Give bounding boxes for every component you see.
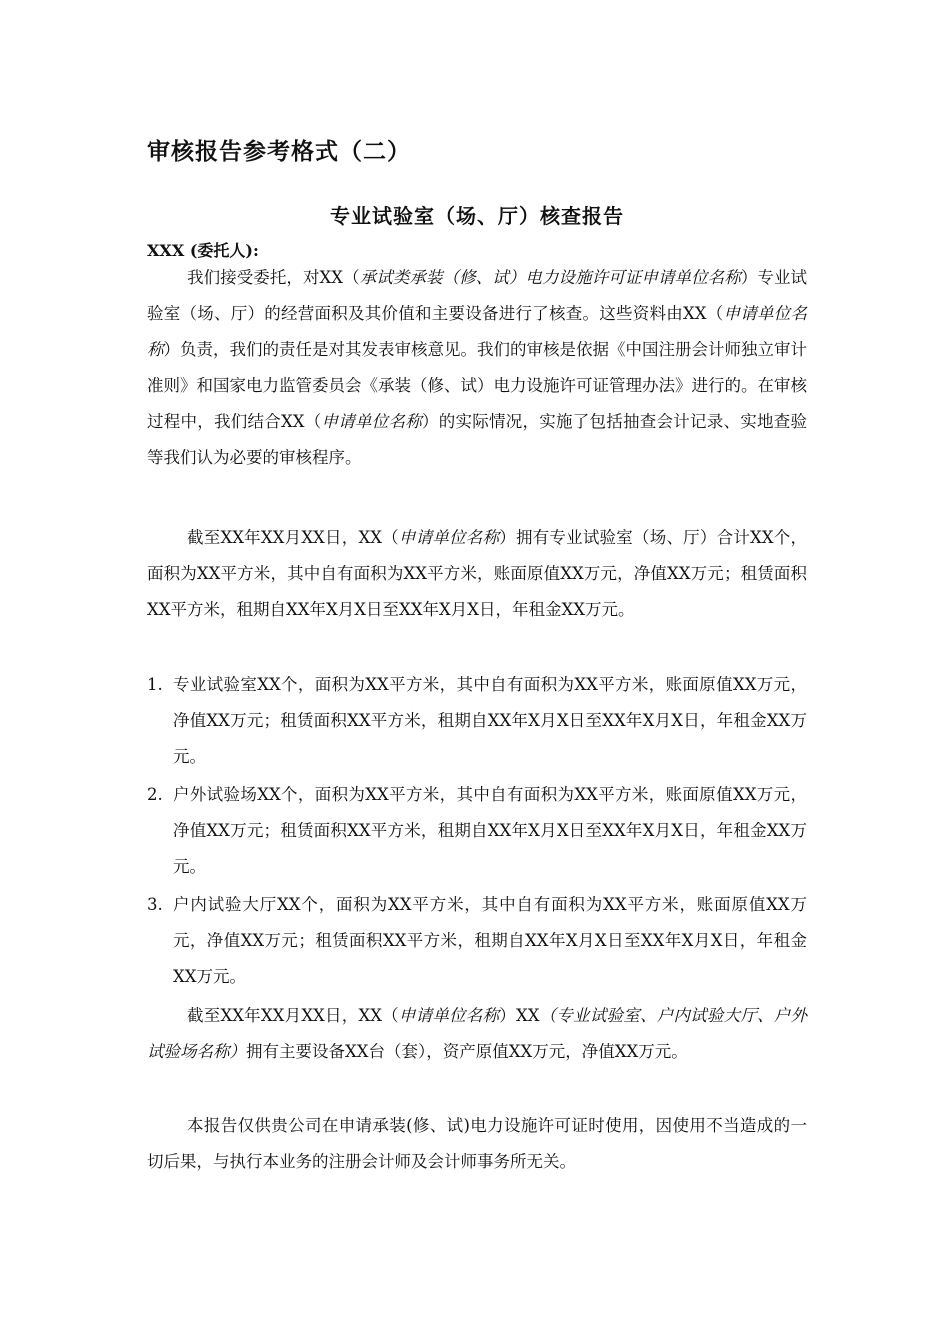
text-run: ）负责，我们的责任是对其发表审核意见。我们的审核是依据《中国注册会计师独立审计准则》和国家电力监管委员会《承装（修、试）电力设施许可证管理办法》进行的。在审核过程中，我们结合XX（ xyxy=(147,340,807,431)
text-run: 我们接受委托，对XX（ xyxy=(187,268,360,287)
list-number: 3. xyxy=(147,895,163,914)
list-number: 1. xyxy=(147,675,163,694)
text-run: 拥有主要设备XX台（套），资产原值XX万元，净值XX万元。 xyxy=(246,1042,688,1061)
text-run: ）XX xyxy=(499,1006,540,1025)
paragraph-summary xyxy=(147,520,807,628)
text-run: 截至XX年XX月XX日，XX（ xyxy=(187,1006,399,1025)
italic-placeholder: 申请单位名称 xyxy=(398,528,500,547)
paragraph-equipment xyxy=(147,998,807,1070)
text-run: ）的实际情况，实施了包括抽查会计记录、实地查验等我们认为必要的审核程序。 xyxy=(147,412,807,467)
paragraph-usage-restriction: 本报告仅供贵公司在申请承装(修、试)电力设施许可证时使用，因使用不当造成的一切后果，与执行本业务的注册会计师及会计师事务所无关。 xyxy=(147,1116,807,1171)
list-item xyxy=(147,887,807,995)
list-item-text: 专业试验室XX个，面积为XX平方米，其中自有面积为XX平方米，账面原值XX万元，净值XX万元；租赁面积XX平方米，租期自XX年X月X日至XX年X月X日，年租金XX万元。 xyxy=(173,675,807,766)
document-heading: 审核报告参考格式（二） xyxy=(147,138,411,165)
italic-placeholder: 申请单位名称 xyxy=(398,1006,500,1025)
addressee-line: XXX (委托人): xyxy=(147,241,259,260)
italic-placeholder: 申请单位名称 xyxy=(321,412,422,431)
text-run: ）专业试验室（场、厅）的经营面积及其价值和主要设备进行了核查。这些资料由XX（ xyxy=(147,268,808,323)
list-item xyxy=(147,667,807,775)
list-item-text: 户外试验场XX个，面积为XX平方米，其中自有面积为XX平方米，账面原值XX万元，净值XX万元；租赁面积XX平方米，租期自XX年X月X日至XX年X月X日，年租金XX万元。 xyxy=(173,785,807,876)
paragraph-engagement xyxy=(147,260,807,476)
text-run: 截至XX年XX月XX日，XX（ xyxy=(187,528,399,547)
italic-placeholder: 承试类承装（修、试）电力设施许可证申请单位名称 xyxy=(359,268,741,287)
report-title: 专业试验室（场、厅）核查报告 xyxy=(330,204,624,228)
list-item-text: 户内试验大厅XX个，面积为XX平方米，其中自有面积为XX平方米，账面原值XX万元，净值XX万元；租赁面积XX平方米，租期自XX年X月X日至XX年X月X日，年租金XX万元。 xyxy=(173,895,807,986)
italic-placeholder: （专业试验室、户内试验大厅、户外试验场名称） xyxy=(147,1006,807,1061)
text-run: ）拥有专业试验室（场、厅）合计XX个，面积为XX平方米，其中自有面积为XX平方米，账面原值XX万元，净值XX万元；租赁面积XX平方米，租期自XX年X月X日至XX年X月X日，年租金XX万元。 xyxy=(147,528,807,619)
list-item xyxy=(147,777,807,885)
italic-placeholder: 申请单位名称 xyxy=(147,304,807,359)
list-number: 2. xyxy=(147,785,163,804)
